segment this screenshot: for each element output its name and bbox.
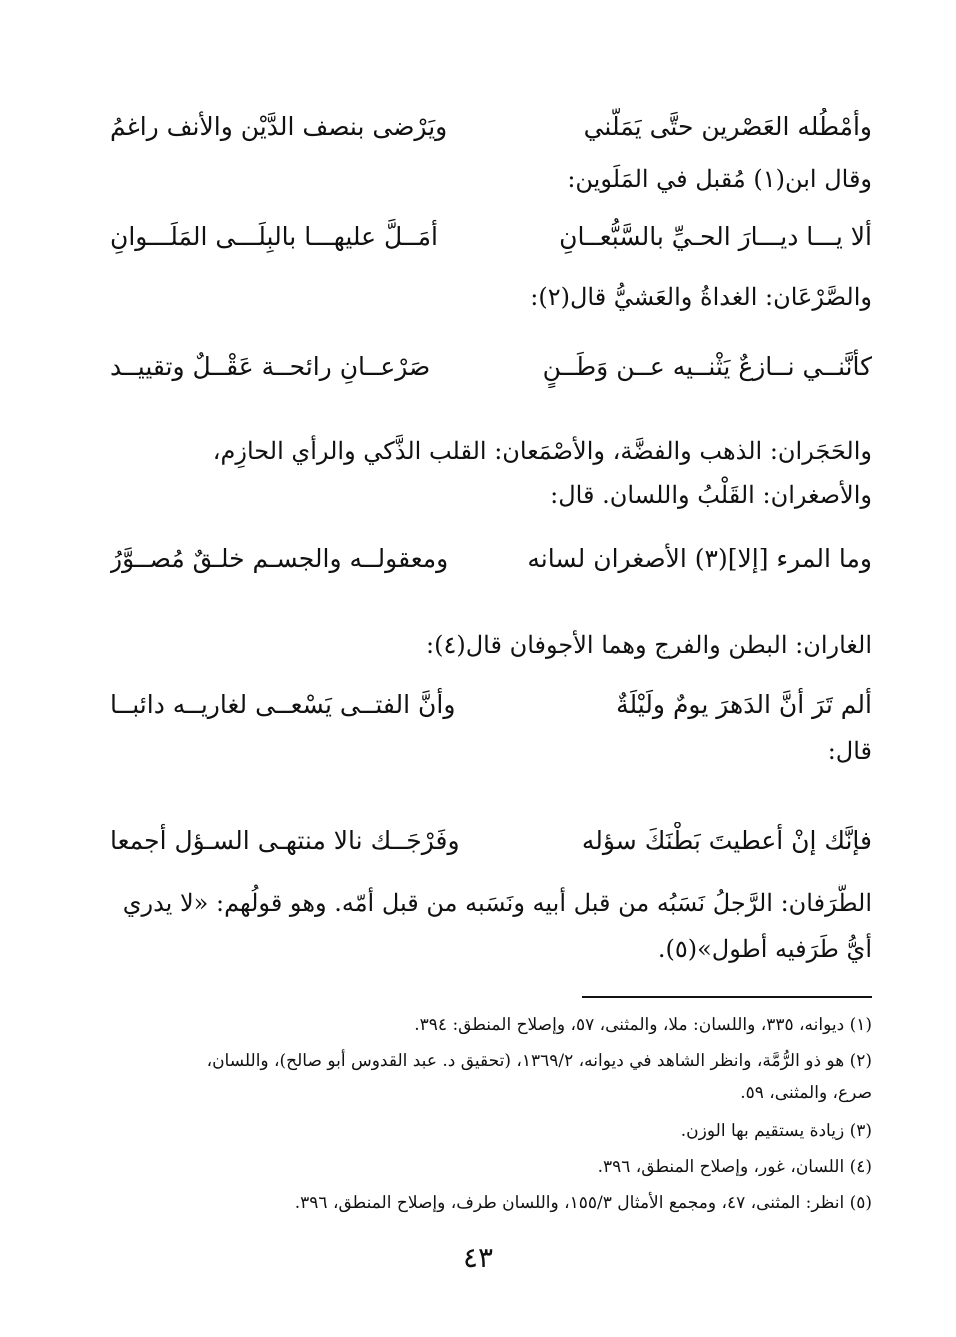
footnote-3: (٣) زيادة يستقيم بها الوزن.: [680, 1121, 872, 1141]
paragraph-qala: قال:: [827, 737, 872, 765]
verse-4-first-hemistich: وما المرء [إلا](٣) الأصغران لسانه: [527, 544, 872, 573]
footnote-4: (٤) اللسان، غور، وإصلاح المنطق، ٣٩٦.: [597, 1157, 872, 1177]
verse-4-second-hemistich: ومعقولــه والجسـم خلـقٌ مُصــوَّرُ: [110, 544, 449, 573]
paragraph-tarafan-line-1: الطَّرَفان: الرَّجلُ نَسَبُه من قبل أبيه ونَسَبه من قبل أمّه. وهو قولُهم: «لا يدري: [122, 889, 872, 917]
paragraph-malawan: وقال ابن(١) مُقبل في المَلَوين:: [567, 165, 872, 193]
verse-3: [110, 348, 872, 388]
verse-6-second-hemistich: وفَرْجَــك نالا منتهـى السـؤل أجمعا: [110, 826, 460, 855]
footnote-2: (٢) هو ذو الرُّمَّة، وانظر الشاهد في ديوانه، ١٣٦٩/٢، (تحقيق د. عبد القدوس أبو صالح)، واللسان،: [206, 1051, 872, 1071]
verse-1: [110, 108, 872, 148]
verse-3-second-hemistich: صَرْعــانِ رائحــة عَقْــلٌ وتقييــد: [110, 352, 431, 381]
verse-1-second-hemistich: ويَرْضى بنصف الدَّيْن والأنف راغمُ: [110, 112, 448, 141]
paragraph-gharan: الغاران: البطن والفرج وهما الأجوفان قال(٤):: [426, 631, 872, 659]
page-number: ٤٣: [462, 1241, 494, 1274]
verse-1-first-hemistich: وأمْطُله العَصْرين حتَّى يَمَلَّني: [583, 112, 872, 141]
verse-2: [110, 218, 872, 258]
footnote-1: (١) ديوانه، ٣٣٥، واللسان: ملا، والمثنى، ٥٧، وإصلاح المنطق: ٣٩٤.: [414, 1015, 872, 1035]
verse-2-first-hemistich: ألا يـــا ديـــارَ الحـيِّ بالسَّبُّعــانِ: [559, 222, 872, 251]
paragraph-hajaran-line-2: والأصغران: القَلْبُ واللسان. قال:: [550, 481, 872, 509]
verse-5-second-hemistich: وأنَّ الفتــى يَسْعــى لغاريــه دائبــا: [110, 690, 456, 719]
verse-6-first-hemistich: فإنَّك إنْ أعطيتَ بَطْنَكَ سؤله: [581, 826, 872, 855]
verse-2-second-hemistich: أمَــلَّ عليهـــا بالبِلَـــى المَلَـــوانِ: [110, 222, 438, 251]
paragraph-sar-an: والصَّرْعَان: الغداةُ والعَشيُّ قال(٢):: [530, 283, 872, 311]
footnote-5: (٥) انظر: المثنى، ٤٧، ومجمع الأمثال ١٥٥/٣، واللسان طرف، وإصلاح المنطق، ٣٩٦.: [294, 1193, 872, 1213]
paragraph-tarafan-line-2: أيُّ طَرَفيه أطول»(٥).: [657, 935, 872, 963]
verse-4: [110, 540, 872, 580]
footnote-separator: [582, 996, 872, 998]
verse-3-first-hemistich: كأنَّنــي نــازعٌ يَثْنــيه عــن وَطَــنٍ: [542, 352, 872, 381]
verse-5-first-hemistich: ألم تَرَ أنَّ الدَهرَ يومٌ ولَيْلَةٌ: [616, 690, 872, 719]
footnote-2-continuation: صرع، والمثنى، ٥٩.: [740, 1083, 872, 1103]
verse-5: [110, 686, 872, 726]
verse-6: [110, 822, 872, 862]
paragraph-hajaran-line-1: والحَجَران: الذهب والفضَّة، والأصْمَعان: القلب الذَّكي والرأي الحازِم،: [212, 437, 872, 465]
